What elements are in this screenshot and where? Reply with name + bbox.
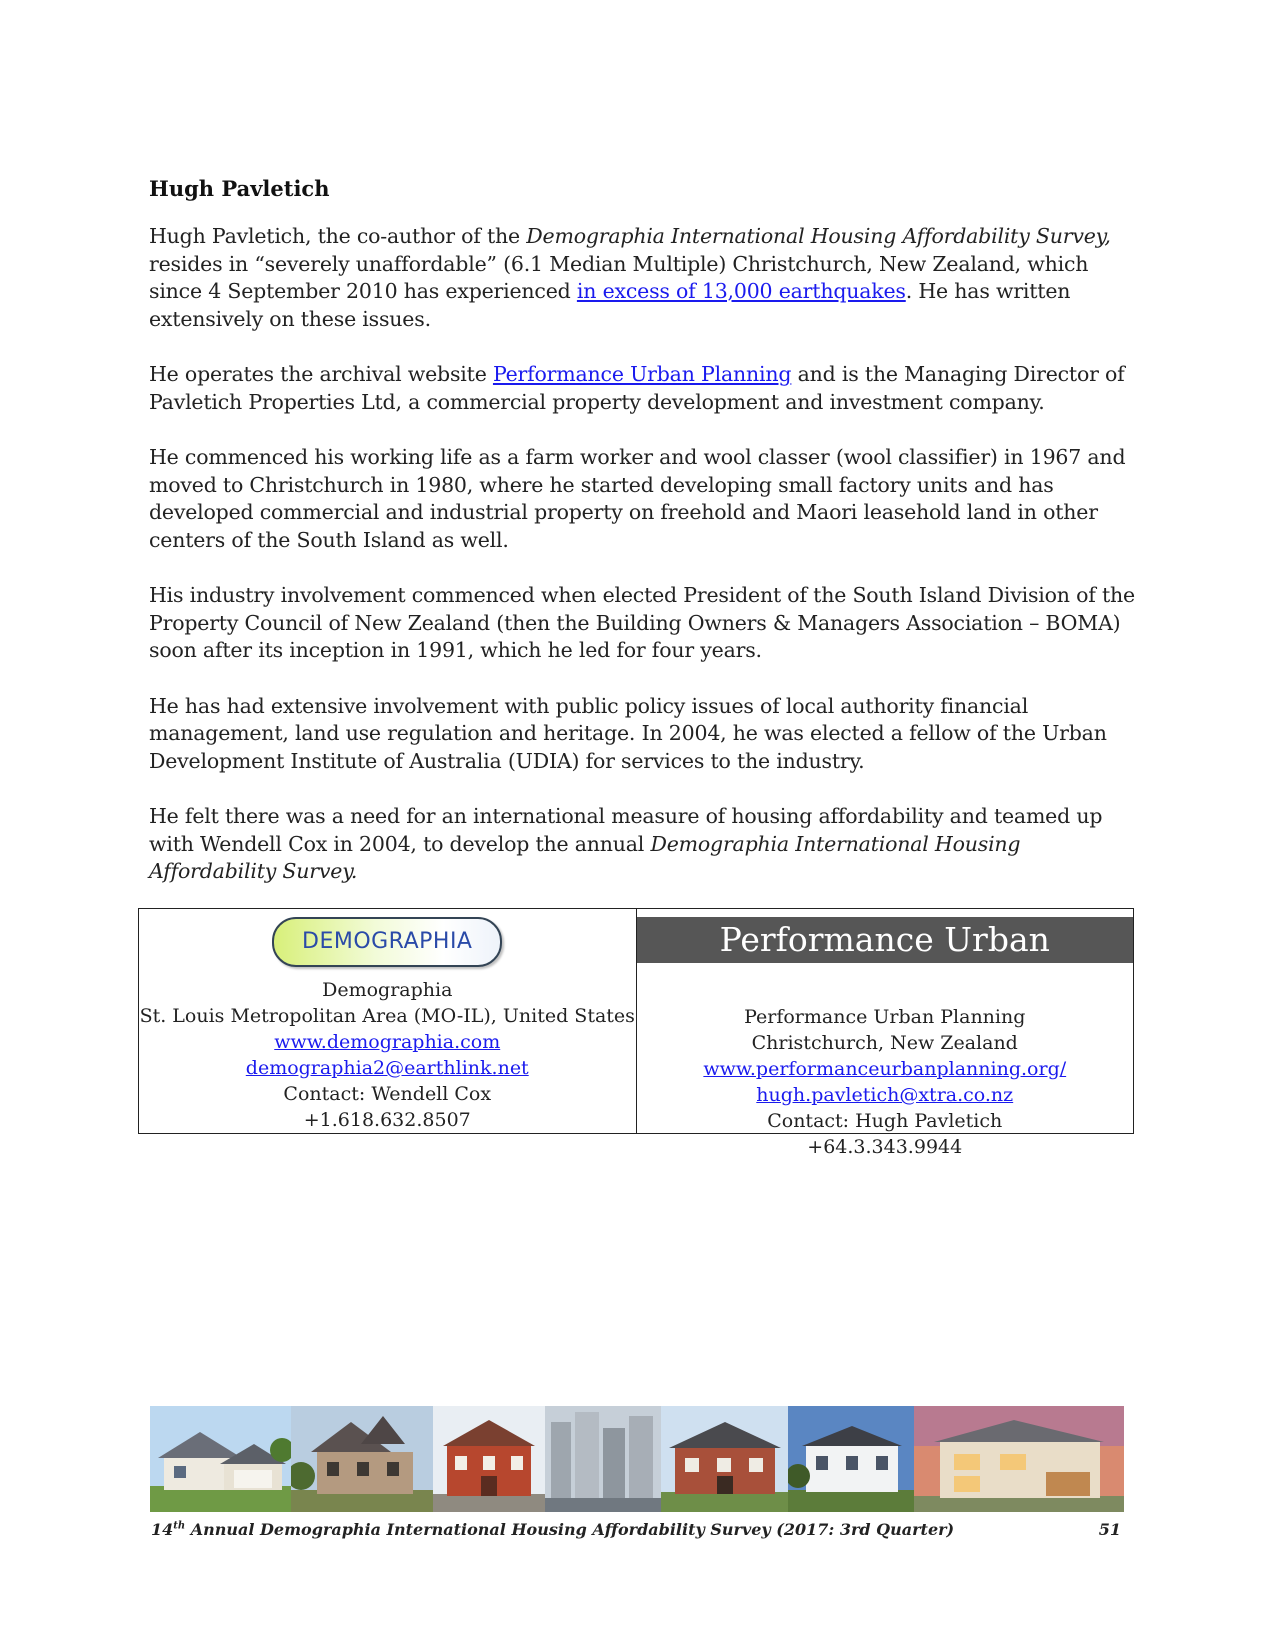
p1-survey-title: Demographia International Housing Affordability Survey,	[526, 224, 1111, 248]
paragraph-5: He has had extensive involvement with public policy issues of local authority financial management, land use regulation and heritage. In 2004, he was elected a fellow of the Urban Development Institute of Australia (UDIA) for services to the industry.	[149, 693, 1107, 773]
house-photo-5	[661, 1406, 788, 1512]
house-photo-3	[433, 1406, 545, 1512]
page-title: Hugh Pavletich	[149, 176, 330, 201]
p1-text-3: . He has written extensively on these issues.	[149, 279, 1071, 331]
p2-text-1: He operates the archival website	[149, 362, 493, 386]
demographia-email-link[interactable]: demographia2@earthlink.net	[245, 1057, 529, 1079]
p6-text-1: He felt there was a need for an international measure of housing affordability and teamed up with Wendell Cox in 2004, to develop the annual	[149, 804, 1103, 856]
demographia-contact: Contact: Wendell Cox	[283, 1083, 492, 1105]
pup-name: Performance Urban Planning	[744, 1006, 1026, 1028]
p2-text-2: and is the Managing Director of Pavletich Properties Ltd, a commercial property development and investment company.	[149, 362, 1125, 414]
demographia-name: Demographia	[322, 979, 453, 1001]
performance-urban-planning-link[interactable]: Performance Urban Planning	[492, 362, 792, 386]
contact-cell-pup	[636, 909, 1134, 1158]
pup-logo: Performance Urban Planning	[637, 917, 1134, 963]
footer-edition-number: 14	[151, 1520, 174, 1539]
earthquakes-link[interactable]: in excess of 13,000 earthquakes	[576, 279, 906, 303]
demographia-logo: DEMOGRAPHIA	[272, 917, 502, 967]
paragraph-4: His industry involvement commenced when elected President of the South Island Division of the Property Council of New Zealand (then the Building Owners & Managers Association – BOMA) soon after its inception in 1991, which he led for four years.	[149, 583, 1135, 662]
house-photo-6	[788, 1406, 914, 1512]
footer-edition-suffix: th	[173, 1520, 186, 1532]
paragraph-3: He commenced his working life as a farm worker and wool classer (wool classifier) in 1967 and moved to Christchurch in 1980, where he started developing small factory units and has developed commercial and industrial property on freehold and Maori leasehold land in other centers of the South Island as well.	[149, 445, 1126, 552]
page-number: 51	[1098, 1520, 1121, 1539]
house-photo-7	[914, 1406, 1124, 1512]
house-photo-2	[291, 1406, 433, 1512]
demographia-phone: +1.618.632.8507	[303, 1109, 471, 1131]
paragraph-2	[149, 361, 1139, 416]
paragraph-1	[149, 223, 1139, 333]
pup-email-link[interactable]: hugh.pavletich@xtra.co.nz	[756, 1084, 1014, 1106]
footer-title	[151, 1520, 954, 1539]
house-photo-4	[545, 1406, 661, 1512]
demographia-location: St. Louis Metropolitan Area (MO-IL), United States	[139, 1005, 635, 1027]
demographia-website-link[interactable]: www.demographia.com	[274, 1031, 501, 1053]
contact-table	[138, 908, 1134, 1158]
footer-title-text: Annual Demographia International Housing Affordability Survey (2017: 3rd Quarter)	[185, 1520, 955, 1539]
pup-phone: +64.3.343.9944	[807, 1136, 963, 1158]
main-content	[149, 176, 1139, 914]
house-photo-strip	[150, 1406, 1124, 1512]
house-photo-1	[150, 1406, 291, 1512]
p6-survey-title: Demographia International Housing Affordability Survey.	[149, 831, 1021, 883]
pup-location: Christchurch, New Zealand	[751, 1032, 1018, 1054]
p1-text-2: resides in “severely unaffordable” (6.1 Median Multiple) Christchurch, New Zealand, which since 4 September 2010 has experienced	[149, 251, 1089, 303]
contact-cell-demographia	[139, 909, 636, 1133]
pup-website-link[interactable]: www.performanceurbanplanning.org/	[703, 1058, 1067, 1080]
page-footer	[151, 1520, 1121, 1539]
pup-contact: Contact: Hugh Pavletich	[767, 1110, 1003, 1132]
paragraph-6	[149, 803, 1139, 886]
p1-text-1: Hugh Pavletich, the co-author of the	[149, 224, 527, 248]
